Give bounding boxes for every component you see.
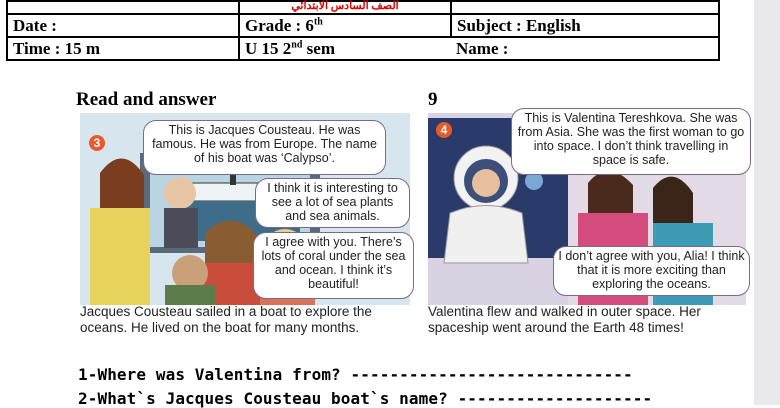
page-edge	[754, 0, 780, 405]
date-cell	[7, 14, 239, 37]
panel-badge-3: 3	[89, 135, 105, 151]
grade-sup: th	[313, 15, 323, 27]
alia-bubble: This is Valentina Tereshkova. She was from Asia. She was the first woman to go into space. I don’t think travelling in space is safe.	[511, 108, 751, 175]
subject-cell	[451, 14, 719, 37]
section-heading: Read and answer	[76, 89, 217, 110]
date-label: Date :	[13, 15, 57, 35]
school-text: الصف السادس الابتدائي	[291, 0, 399, 12]
unit-sup: nd	[291, 38, 303, 50]
child-bubble-2: I agree with you. There’s lots of coral under the sea and ocean. I think it’s beautiful!	[253, 232, 414, 299]
grade-cell	[239, 14, 451, 37]
unit-label: U 15 2	[245, 38, 292, 58]
unit-name-cell	[239, 37, 719, 60]
cousteau-caption: Jacques Cousteau sailed in a boat to explore the oceans. He lived on the boat for many months.	[80, 304, 372, 335]
subject-label: Subject : English	[457, 15, 581, 35]
name-label: Name :	[456, 38, 509, 58]
header-table	[6, 0, 720, 61]
cousteau-bubble: This is Jacques Cousteau. He was famous. He was from Europe. The name of his boat was ‘Calypso’.	[143, 120, 386, 175]
tereshkova-caption: Valentina flew and walked in outer space. Her spaceship went around the Earth 48 times!	[428, 304, 701, 335]
grade-label: Grade : 6	[245, 15, 314, 35]
question-2: 2-What`s Jacques Cousteau boat`s name? --------------------	[78, 389, 653, 408]
unit-suffix: sem	[302, 38, 335, 58]
friend-bubble: I don’t agree with you, Alia! I think that it is more exciting than exploring the oceans.	[553, 246, 750, 296]
panel-badge-4: 4	[436, 122, 452, 138]
time-label: Time : 15 m	[13, 38, 101, 58]
page-number: 9	[428, 89, 438, 110]
school-text-cell	[239, 1, 451, 14]
time-cell	[7, 37, 239, 60]
child-bubble-1: I think it is interesting to see a lot of sea plants and sea animals.	[255, 178, 410, 228]
question-1: 1-Where was Valentina from? -----------------------------	[78, 365, 633, 384]
